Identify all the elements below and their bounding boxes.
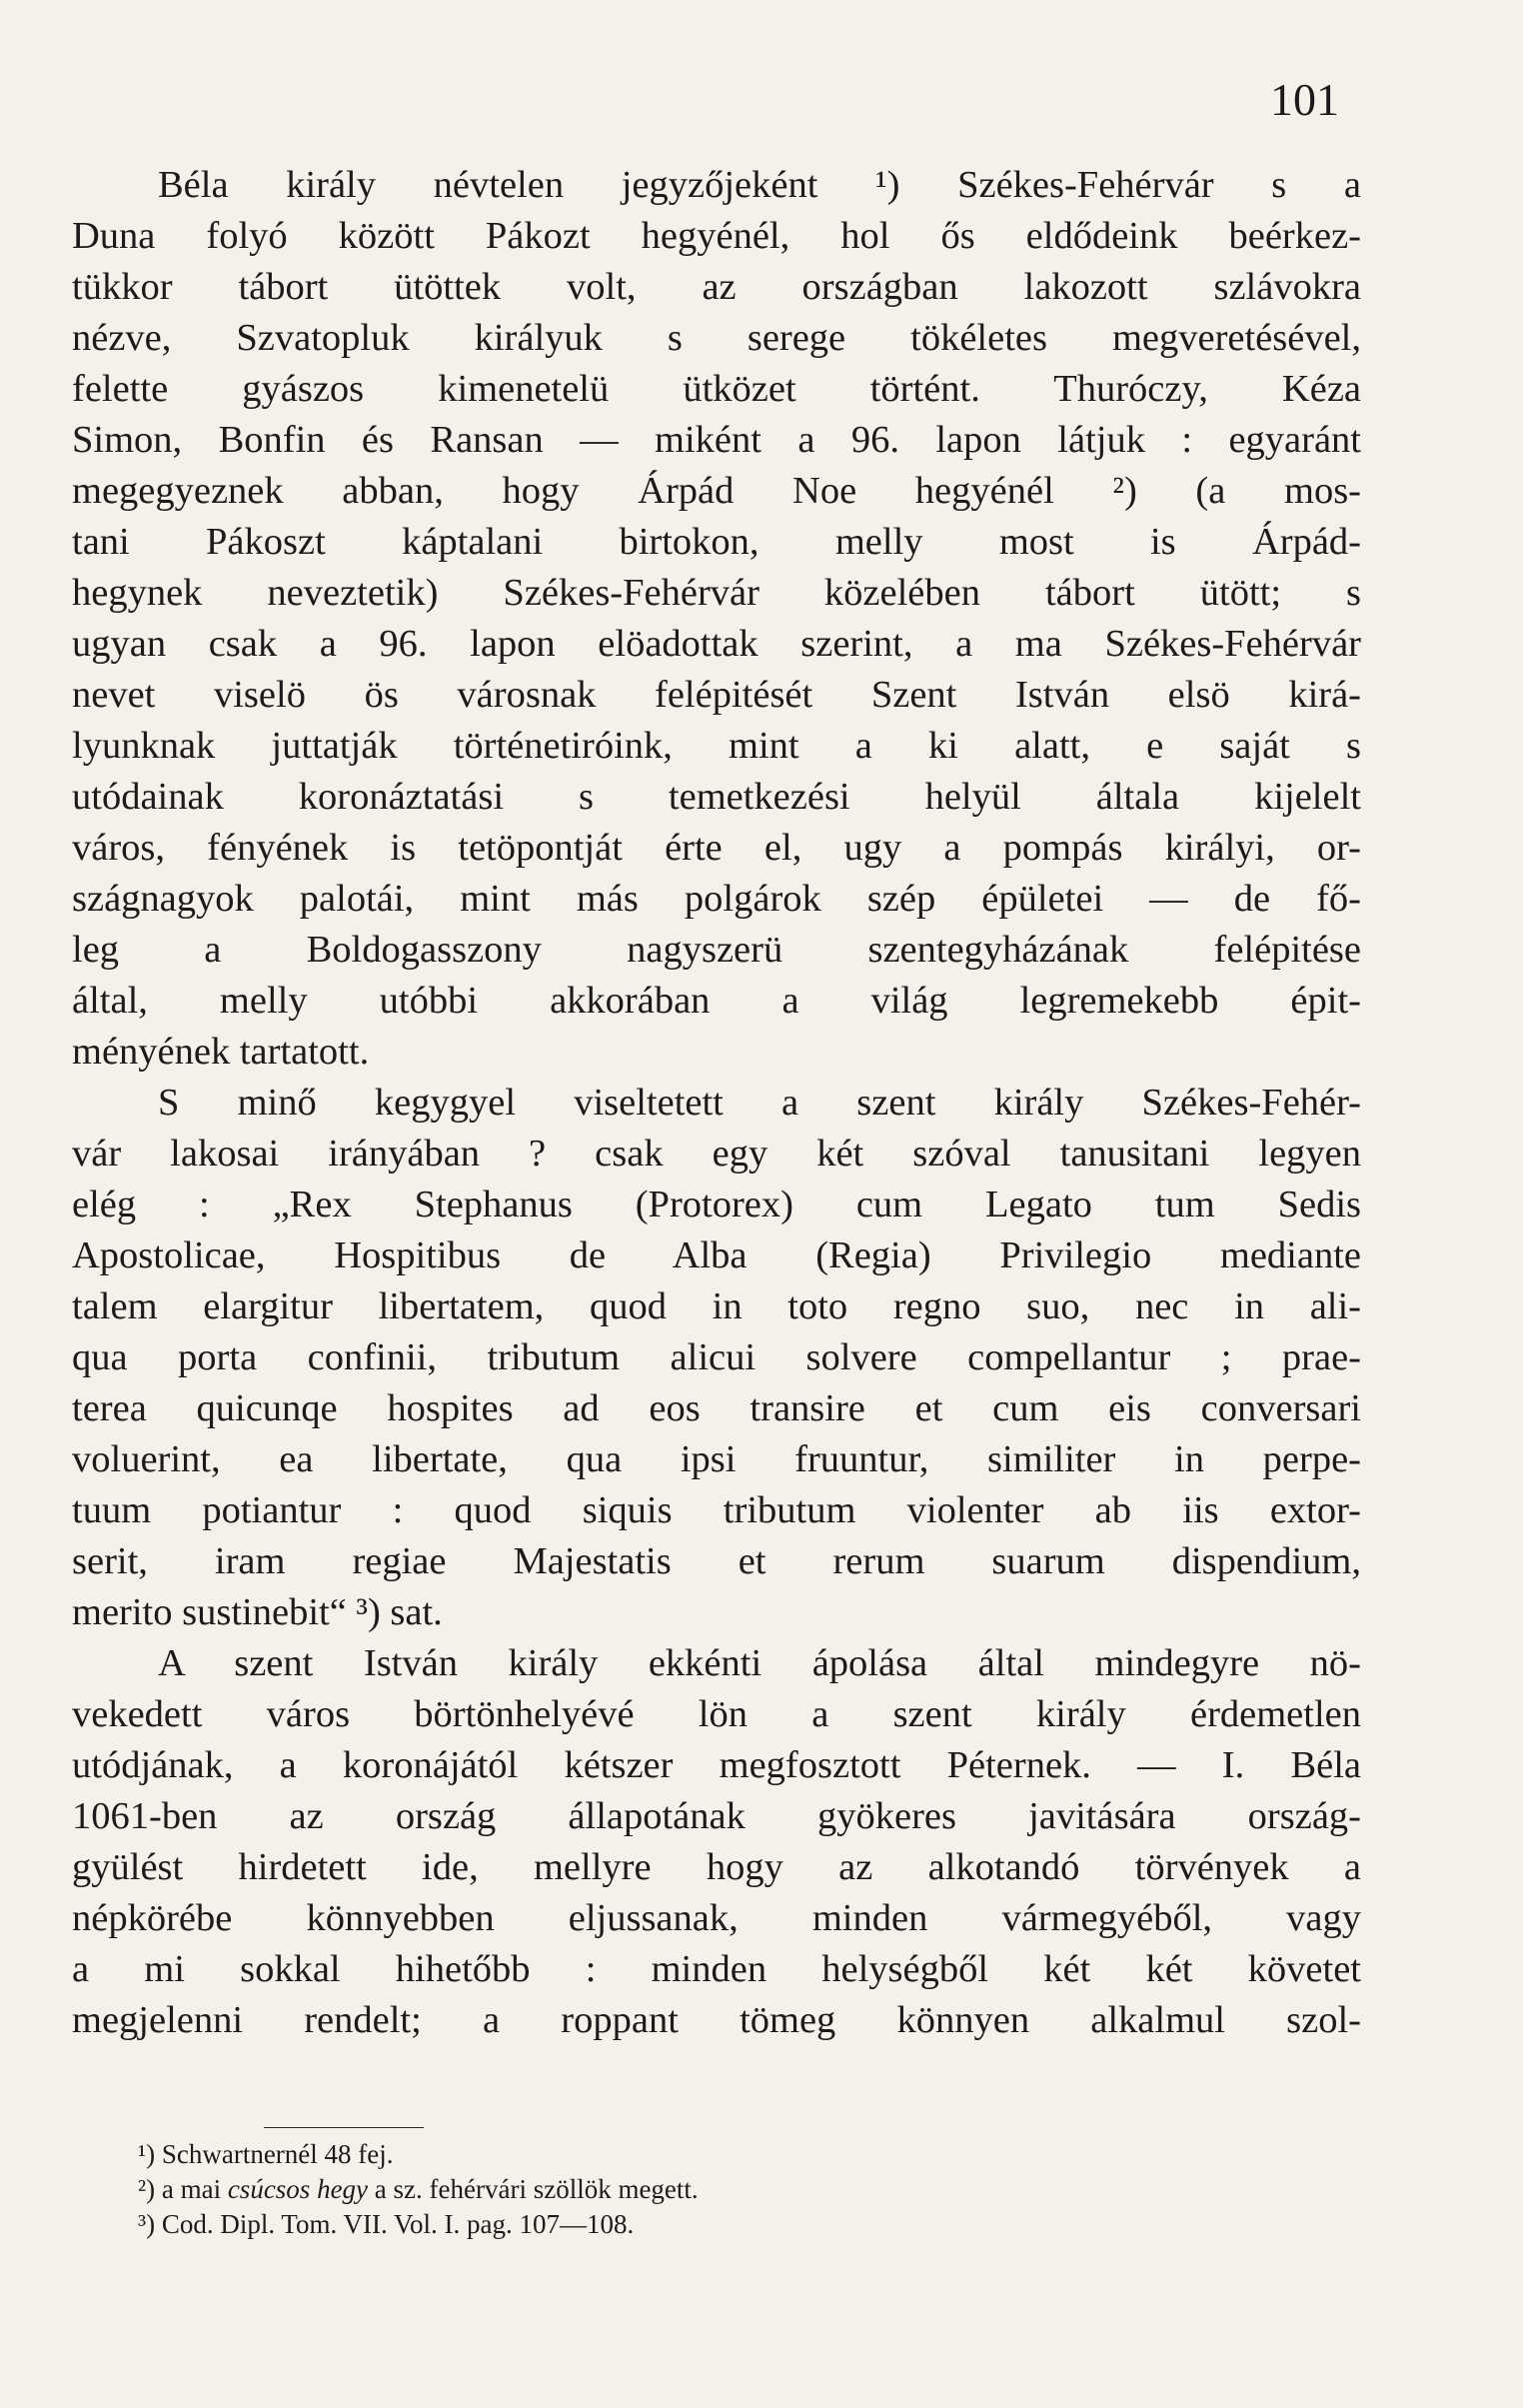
text-line: S minő kegygyel viseltetett a szent király Székes-Fehér- (158, 1082, 1361, 1124)
footnote-marker: ¹) (138, 2139, 156, 2169)
footnote-divider (264, 2127, 424, 2128)
text-line: gyülést hirdetett ide, mellyre hogy az alkotandó törvények a (72, 1846, 1361, 1888)
text-line: Béla király névtelen jegyzőjeként ¹) Székes-Fehérvár s a (158, 164, 1361, 206)
text-line: lyunknak juttatják történetiróink, mint a ki alatt, e saját s (72, 725, 1361, 767)
text-line: ményének tartatott. (72, 1031, 370, 1073)
footnote-marker: ²) (138, 2174, 156, 2204)
footnote-text: Cod. Dipl. Tom. VII. Vol. I. pag. 107—108. (161, 2209, 635, 2239)
text-line: Duna folyó között Pákozt hegyénél, hol ős eldődeink beérkez- (72, 215, 1361, 257)
text-line: elég : „Rex Stephanus (Protorex) cum Legato tum Sedis (72, 1184, 1361, 1225)
footnote-3 (138, 2207, 1037, 2242)
footnote-marker: ³) (138, 2209, 156, 2239)
text-line: voluerint, ea libertate, qua ipsi fruuntur, similiter in perpe- (72, 1438, 1361, 1480)
text-line: vár lakosai irányában ? csak egy két szóval tanusitani legyen (72, 1133, 1361, 1175)
text-line: tuum potiantur : quod siquis tributum violenter ab iis extor- (72, 1489, 1361, 1531)
text-line: 1061-ben az ország állapotának gyökeres javitására ország- (72, 1795, 1361, 1837)
text-line: hegynek neveztetik) Székes-Fehérvár közelében tábort ütött; s (72, 572, 1361, 614)
footnote-1 (138, 2137, 1037, 2172)
footnote-2 (138, 2172, 1037, 2207)
text-line: utódainak koronáztatási s temetkezési helyül általa kijelelt (72, 776, 1361, 818)
footnote-text-prefix: a mai (161, 2174, 228, 2204)
text-line: qua porta confinii, tributum alicui solvere compellantur ; prae- (72, 1336, 1361, 1378)
text-line: terea quicunqe hospites ad eos transire et cum eis conversari (72, 1387, 1361, 1429)
text-line: nevet viselö ös városnak felépitését Szent István elsö kirá- (72, 674, 1361, 716)
footnote-text-italic: csúcsos hegy (227, 2174, 369, 2204)
text-line: nézve, Szvatopluk királyuk s serege tökéletes megveretésével, (72, 317, 1361, 359)
text-line: szágnagyok palotái, mint más polgárok szép épületei — de fő- (72, 878, 1361, 920)
text-line: leg a Boldogasszony nagyszerü szentegyházának felépitése (72, 929, 1361, 971)
text-line: népkörébe könnyebben eljussanak, minden vármegyéből, vagy (72, 1897, 1361, 1939)
text-line: A szent István király ekkénti ápolása által mindegyre nö- (158, 1642, 1361, 1684)
text-line: ugyan csak a 96. lapon elöadottak szerint, a ma Székes-Fehérvár (72, 623, 1361, 665)
text-line: serit, iram regiae Majestatis et rerum suarum dispendium, (72, 1540, 1361, 1582)
text-line: vekedett város börtönhelyévé lön a szent király érdemetlen (72, 1693, 1361, 1735)
text-line: talem elargitur libertatem, quod in toto regno suo, nec in ali- (72, 1285, 1361, 1327)
text-line: tükkor tábort ütöttek volt, az országban lakozott szlávokra (72, 266, 1361, 308)
text-line: a mi sokkal hihetőbb : minden helységből két két követet (72, 1948, 1361, 1990)
body-text (72, 160, 1361, 2046)
text-line: város, fényének is tetöpontját érte el, ugy a pompás királyi, or- (72, 827, 1361, 869)
text-line: megegyeznek abban, hogy Árpád Noe hegyénél ²) (a mos- (72, 470, 1361, 512)
text-line: Apostolicae, Hospitibus de Alba (Regia) Privilegio mediante (72, 1234, 1361, 1276)
text-line: tani Pákoszt káptalani birtokon, melly most is Árpád- (72, 521, 1361, 563)
text-line: felette gyászos kimenetelü ütközet történt. Thuróczy, Kéza (72, 368, 1361, 410)
text-line: Simon, Bonfin és Ransan — miként a 96. lapon látjuk : egyaránt (72, 419, 1361, 461)
page-number: 101 (1270, 74, 1339, 125)
footnote-text-suffix: a sz. fehérvári szöllök megett. (368, 2174, 699, 2204)
footnote-text: Schwartnernél 48 fej. (161, 2139, 394, 2169)
text-line: megjelenni rendelt; a roppant tömeg könnyen alkalmul szol- (72, 1999, 1361, 2041)
text-line: merito sustinebit“ ³) sat. (72, 1591, 443, 1633)
footnotes (138, 2137, 1037, 2242)
text-line: utódjának, a koronájától kétszer megfosztott Péternek. — I. Béla (72, 1744, 1361, 1786)
text-line: által, melly utóbbi akkorában a világ legremekebb épit- (72, 980, 1361, 1022)
